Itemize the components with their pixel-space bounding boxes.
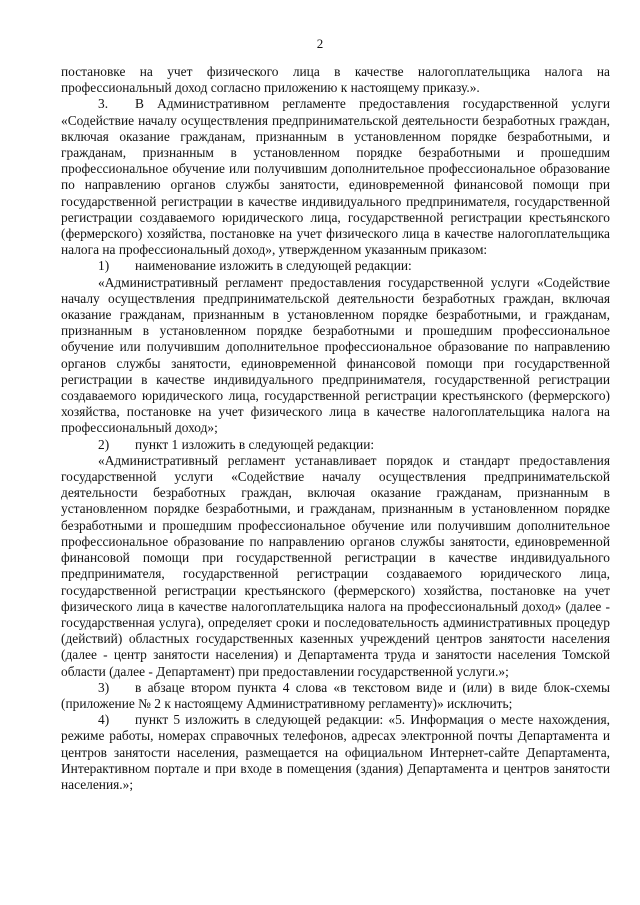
- item-number: 3): [98, 679, 110, 695]
- list-item-3: [61, 96, 610, 258]
- document-body: [61, 64, 610, 793]
- item-text: наименование изложить в следующей редакции:: [135, 258, 412, 274]
- list-item-4: [61, 712, 610, 793]
- item-number: 1): [98, 258, 110, 274]
- item-text: в абзаце втором пункта 4 слова «в текстовом виде и (или) в виде блок-схемы (приложение № 2 к настоящему Административному регламенту)» исключить;: [61, 679, 610, 711]
- item-text: пункт 5 изложить в следующей редакции: «5. Информация о месте нахождения, режиме работы, номерах справочных телефонов, адресах электронной почты Департамента и центров занятости населения, размещается на официальном Интернет-сайте Департамента, Интерактивном портале и при входе в помещения (здания) Департамента и центров занятости населения.»;: [61, 712, 610, 792]
- paragraph-quote-clause-1: «Административный регламент устанавливает порядок и стандарт предоставления государственной услуги «Содействие началу осуществления предпринимательской деятельности безработных граждан, включая оказание гражданам, признанным в установленном порядке безработными, и гражданам, признанным в установленном порядке безработными и прошедшим профессиональное обучение или получившим дополнительное профессиональное образование по направлению органов службы занятости, единовременной финансовой помощи при государственной регистрации в качестве индивидуального предпринимателя, государственной регистрации создаваемого юридического лица, государственной регистрации крестьянского (фермерского) хозяйства, постановке на учет физического лица в качестве налогоплательщика налога на профессиональный доход» (далее - государственная услуга), определяет сроки и последовательность административных процедур (действий) областных государственных казенных учреждений центров занятости населения (далее - центр занятости населения) и Департамента труда и занятости населения Томской области (далее - Департамент) при предоставлении государственной услуги.»;: [61, 452, 610, 679]
- paragraph-quote-title: «Административный регламент предоставления государственной услуги «Содействие началу осуществления предпринимательской деятельности безработных граждан, включая оказание гражданам, признанным в установленном порядке безработными, и гражданам, признанным в установленном порядке безработными и прошедшим профессиональное обучение или получившим дополнительное профессиональное образование по направлению органов службы занятости, единовременной финансовой помощи при государственной регистрации в качестве индивидуального предпринимателя, государственной регистрации создаваемого юридического лица, государственной регистрации крестьянского (фермерского) хозяйства, постановке на учет физического лица в качестве налогоплательщика налога на профессиональный доход»;: [61, 274, 610, 436]
- list-item-3-sub: [61, 680, 610, 712]
- item-number: 2): [98, 436, 110, 452]
- page-number: 2: [316, 36, 324, 51]
- list-item-1: [61, 258, 610, 274]
- item-text: пункт 1 изложить в следующей редакции:: [135, 436, 375, 452]
- list-item-2: [61, 437, 610, 453]
- item-number: 3.: [98, 96, 109, 112]
- paragraph-continuation: постановке на учет физического лица в качестве налогоплательщика налога на профессиональный доход согласно приложению к настоящему приказу.».: [61, 64, 610, 96]
- item-text: В Административном регламенте предоставления государственной услуги «Содействие началу осуществления предпринимательской деятельности безработных граждан, включая оказание гражданам, признанным в установленном порядке безработными, и гражданам, признанным в установленном порядке безработными и прошедшим профессиональное обучение или получившим дополнительное профессиональное образование по направлению органов службы занятости, единовременной финансовой помощи при государственной регистрации в качестве индивидуального предпринимателя, государственной регистрации создаваемого юридического лица, государственной регистрации крестьянского (фермерского) хозяйства, постановке на учет физического лица в качестве налогоплательщика налога на профессиональный доход», утвержденном указанным приказом:: [61, 96, 610, 258]
- item-number: 4): [98, 712, 110, 728]
